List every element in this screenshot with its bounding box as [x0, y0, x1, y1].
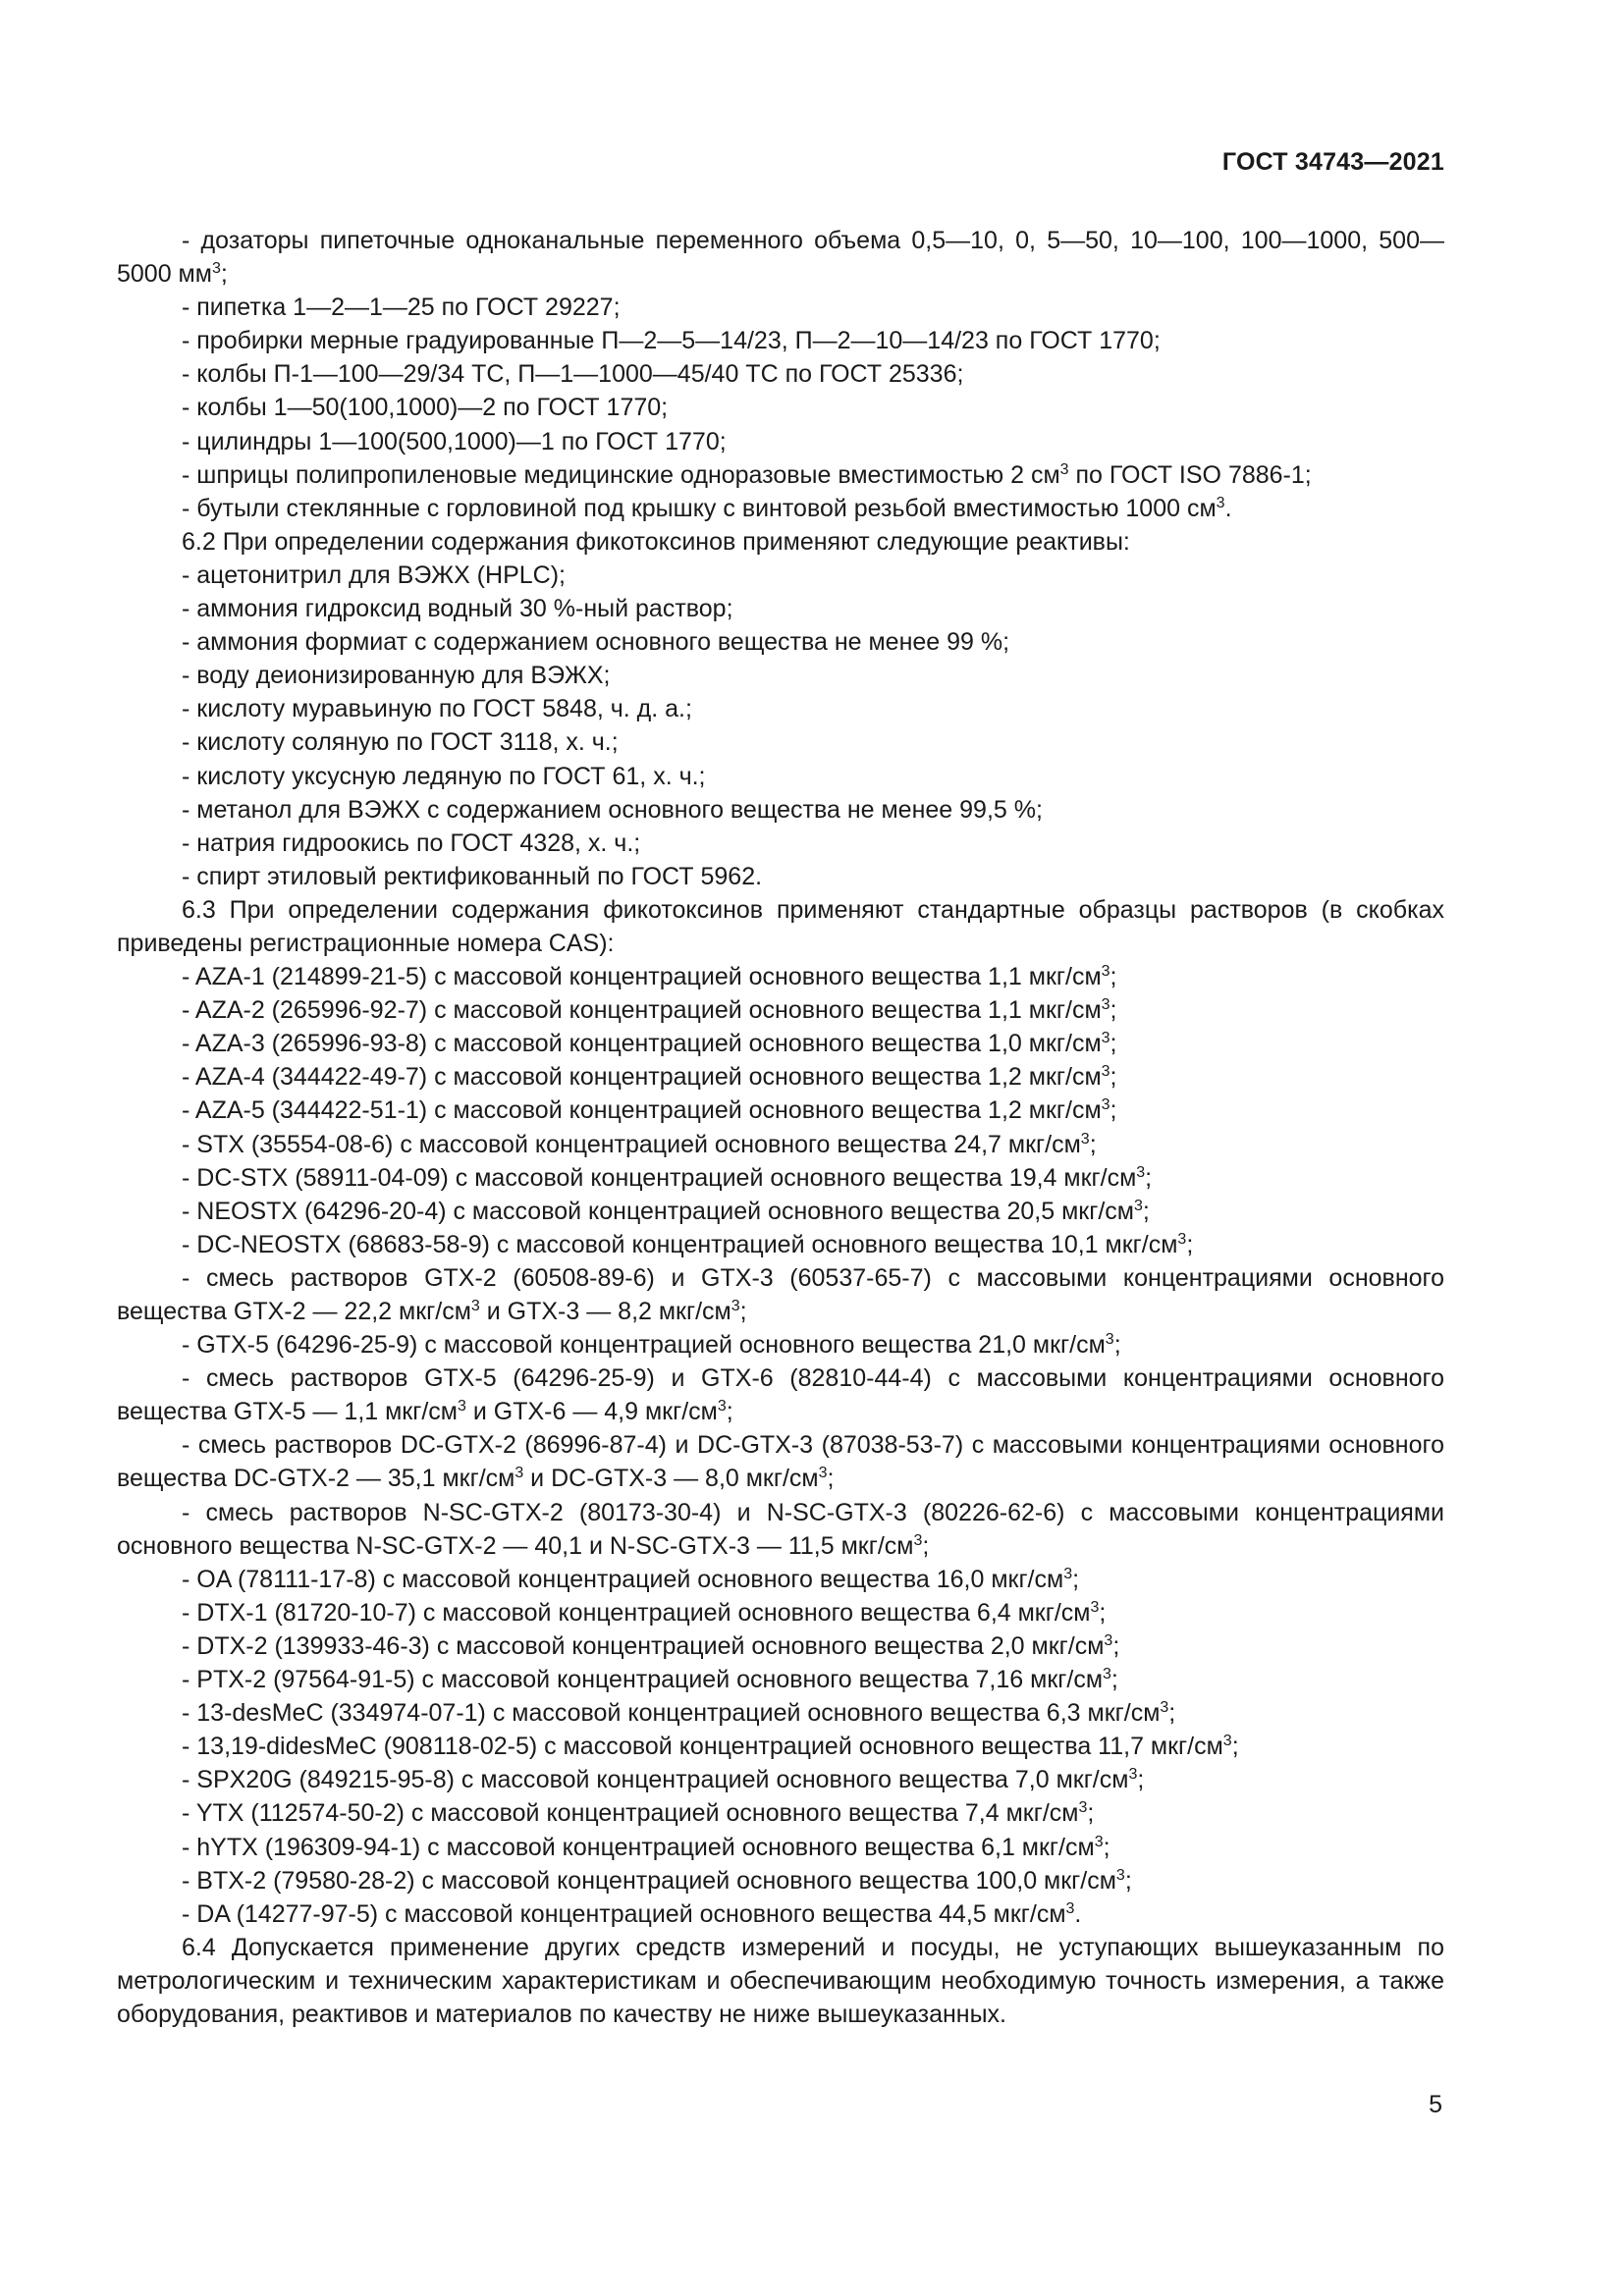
paragraph-text: - DA (14277-97-5) с массовой концентрацией основного вещества 44,5 мкг/см: [182, 1899, 1066, 1928]
paragraph: [117, 1796, 1444, 1830]
paragraph: [117, 1696, 1444, 1730]
paragraph-text: ;: [1110, 1666, 1118, 1694]
paragraph: [117, 1763, 1444, 1796]
paragraph-text: - BTX-2 (79580-28-2) с массовой концентрацией основного вещества 100,0 мкг/см: [182, 1866, 1116, 1895]
superscript: 3: [458, 1398, 466, 1415]
paragraph: [117, 1563, 1444, 1596]
superscript: 3: [211, 260, 221, 278]
paragraph-text: ;: [922, 1531, 930, 1560]
paragraph: [117, 1195, 1444, 1228]
paragraph: [117, 659, 1444, 692]
paragraph: [117, 224, 1444, 291]
paragraph: [117, 1730, 1444, 1763]
paragraph-text: - цилиндры 1—100(500,1000)—1 по ГОСТ 1770;: [182, 427, 727, 455]
paragraph-text: - аммония гидроксид водный 30 %-ный раствор;: [182, 595, 733, 623]
paragraph: [117, 592, 1444, 625]
paragraph-text: - GTX-5 (64296-25-9) с массовой концентрацией основного вещества 21,0 мкг/см: [182, 1331, 1106, 1360]
paragraph-text: ;: [1112, 1631, 1120, 1660]
paragraph-text: 6.4 Допускается применение других средств измерений и посуды, не уступающих вышеуказанным по метрологическим и техническим характеристикам и обеспечивающим необходимую точность измерения, а также оборудования, реактивов и материалов по качеству не ниже вышеуказанных.: [117, 1933, 1444, 2028]
paragraph-text: ;: [1142, 1197, 1150, 1225]
paragraph-text: - смесь растворов GTX-2 (60508-89-6) и GTX-3 (60537-65-7) с массовыми концентрациями основного вещества GTX-2 — 22,2 мкг/см: [117, 1263, 1444, 1325]
superscript: 3: [913, 1531, 923, 1549]
superscript: 3: [1101, 1063, 1110, 1081]
paragraph: [117, 625, 1444, 659]
paragraph-text: ;: [726, 1398, 733, 1426]
paragraph-text: ;: [1103, 1833, 1110, 1861]
superscript: 3: [1063, 1565, 1073, 1582]
superscript: 3: [1177, 1230, 1187, 1248]
paragraph-text: ;: [1099, 1598, 1107, 1627]
paragraph: [117, 1328, 1444, 1362]
paragraph-text: - пипетка 1—2—1—25 по ГОСТ 29227;: [182, 294, 621, 322]
paragraph-text: - натрия гидроокись по ГОСТ 4328, х. ч.;: [182, 828, 641, 857]
paragraph: [117, 860, 1444, 893]
paragraph-text: ;: [1231, 1733, 1239, 1761]
paragraph: [117, 960, 1444, 993]
page-number: 5: [1429, 2091, 1442, 2118]
paragraph: [117, 893, 1444, 960]
paragraph-text: - STX (35554-08-6) с массовой концентрацией основного вещества 24,7 мкг/см: [182, 1130, 1081, 1158]
paragraph-text: ;: [1145, 1163, 1153, 1192]
paragraph-text: - DC-STX (58911-04-09) с массовой концентрацией основного вещества 19,4 мкг/см: [182, 1163, 1137, 1192]
paragraph-text: .: [1074, 1899, 1082, 1928]
paragraph: [117, 1629, 1444, 1663]
superscript: 3: [1133, 1197, 1143, 1214]
paragraph-text: ;: [1137, 1766, 1145, 1794]
paragraph: [117, 1428, 1444, 1495]
paragraph-text: ;: [1110, 963, 1117, 991]
paragraph: [117, 1228, 1444, 1261]
paragraph-text: - hYTX (196309-94-1) с массовой концентрацией основного вещества 6,1 мкг/см: [182, 1833, 1095, 1861]
paragraph: [117, 827, 1444, 860]
paragraph-text: ;: [1110, 1096, 1117, 1125]
paragraph-text: - AZA-1 (214899-21-5) с массовой концентрацией основного вещества 1,1 мкг/см: [182, 963, 1102, 991]
paragraph-text: и GTX-3 — 8,2 мкг/см: [479, 1298, 731, 1325]
superscript: 3: [1128, 1766, 1138, 1784]
superscript: 3: [1065, 1899, 1075, 1917]
paragraph-text: ;: [1168, 1699, 1176, 1728]
paragraph-text: - NEOSTX (64296-20-4) с массовой концентрацией основного вещества 20,5 мкг/см: [182, 1197, 1134, 1225]
paragraph: [117, 1027, 1444, 1060]
paragraph-text: по ГОСТ ISO 7886-1;: [1068, 460, 1312, 489]
paragraph: [117, 559, 1444, 592]
paragraph-text: - ацетонитрил для ВЭЖХ (HPLC);: [182, 561, 566, 589]
superscript: 3: [1115, 1866, 1125, 1884]
superscript: 3: [1101, 963, 1110, 981]
paragraph-text: - кислоту уксусную ледяную по ГОСТ 61, х. ч.;: [182, 762, 706, 790]
paragraph-text: - пробирки мерные градуированные П—2—5—14/23, П—2—10—14/23 по ГОСТ 1770;: [182, 327, 1161, 355]
paragraph-text: - смесь растворов DC-GTX-2 (86996-87-4) и DC-GTX-3 (87038-53-7) с массовыми концентрациями основного вещества DC-GTX-2 — 35,1 мкг/см: [117, 1431, 1444, 1493]
paragraph: [117, 357, 1444, 391]
paragraph: [117, 525, 1444, 559]
paragraph: [117, 391, 1444, 424]
paragraph-text: ;: [1089, 1130, 1097, 1158]
paragraph-text: - DC-NEOSTX (68683-58-9) с массовой концентрацией основного вещества 10,1 мкг/см: [182, 1230, 1178, 1258]
paragraph-text: - 13-desMeC (334974-07-1) с массовой концентрацией основного вещества 6,3 мкг/см: [182, 1699, 1161, 1728]
paragraph-text: - AZA-2 (265996-92-7) с массовой концентрацией основного вещества 1,1 мкг/см: [182, 996, 1102, 1025]
superscript: 3: [1090, 1598, 1100, 1616]
superscript: 3: [514, 1465, 524, 1482]
paragraph-text: - воду деионизированную для ВЭЖХ;: [182, 662, 611, 690]
superscript: 3: [1136, 1163, 1146, 1181]
paragraph-text: - AZA-3 (265996-93-8) с массовой концентрацией основного вещества 1,0 мкг/см: [182, 1030, 1102, 1058]
paragraph-text: - AZA-5 (344422-51-1) с массовой концентрацией основного вещества 1,2 мкг/см: [182, 1096, 1102, 1125]
paragraph: [117, 458, 1444, 492]
paragraph-text: .: [1224, 494, 1232, 522]
superscript: 3: [1059, 460, 1069, 478]
paragraph: [117, 692, 1444, 725]
superscript: 3: [717, 1398, 727, 1415]
paragraph-text: ;: [1072, 1565, 1080, 1593]
superscript: 3: [1094, 1833, 1104, 1850]
paragraph: [117, 993, 1444, 1027]
paragraph-text: и DC-GTX-3 — 8,0 мкг/см: [523, 1465, 819, 1493]
paragraph-text: - колбы 1—50(100,1000)—2 по ГОСТ 1770;: [182, 394, 669, 422]
paragraph: [117, 1161, 1444, 1195]
paragraph-text: - DTX-2 (139933-46-3) с массовой концентрацией основного вещества 2,0 мкг/см: [182, 1631, 1105, 1660]
paragraph: [117, 1931, 1444, 2031]
paragraph-text: - колбы П-1—100—29/34 ТС, П—1—1000—45/40 ТС по ГОСТ 25336;: [182, 360, 964, 389]
paragraph-text: - шприцы полипропиленовые медицинские одноразовые вместимостью 2 см: [182, 460, 1060, 489]
paragraph-text: - дозаторы пипеточные одноканальные переменного объема 0,5—10, 0, 5—50, 10—100, 100—1000, 500—5000 мм: [117, 227, 1444, 289]
paragraph-text: ;: [220, 260, 228, 289]
paragraph-text: - YTX (112574-50-2) с массовой концентрацией основного вещества 7,4 мкг/см: [182, 1799, 1079, 1828]
paragraph: [117, 793, 1444, 827]
paragraph: [117, 324, 1444, 357]
paragraph-text: и GTX-6 — 4,9 мкг/см: [465, 1398, 718, 1426]
paragraph-text: ;: [827, 1465, 835, 1493]
paragraph-text: - смесь растворов GTX-5 (64296-25-9) и GTX-6 (82810-44-4) с массовыми концентрациями основного вещества GTX-5 — 1,1 мкг/см: [117, 1364, 1444, 1426]
superscript: 3: [731, 1298, 740, 1314]
standard-header: ГОСТ 34743—2021: [1221, 148, 1444, 176]
paragraph: [117, 1094, 1444, 1127]
paragraph-text: - OA (78111-17-8) с массовой концентрацией основного вещества 16,0 мкг/см: [182, 1565, 1064, 1593]
paragraph: [117, 492, 1444, 525]
superscript: 3: [1222, 1733, 1232, 1750]
paragraph: [117, 1897, 1444, 1931]
superscript: 3: [818, 1465, 828, 1482]
paragraph: [117, 1362, 1444, 1428]
paragraph-text: ;: [1113, 1331, 1121, 1360]
paragraph-text: - DTX-1 (81720-10-7) с массовой концентрацией основного вещества 6,4 мкг/см: [182, 1598, 1091, 1627]
paragraph-text: 6.3 При определении содержания фикотоксинов применяют стандартные образцы растворов (в скобках приведены регистрационные номера CAS):: [117, 895, 1444, 957]
superscript: 3: [1160, 1699, 1169, 1717]
paragraph-text: - 13,19-didesMeC (908118-02-5) с массовой концентрацией основного вещества 11,7 мкг/см: [182, 1733, 1223, 1761]
paragraph-text: - кислоту соляную по ГОСТ 3118, х. ч.;: [182, 728, 619, 757]
paragraph: [117, 1831, 1444, 1864]
paragraph-text: - SPX20G (849215-95-8) с массовой концентрацией основного вещества 7,0 мкг/см: [182, 1766, 1129, 1794]
paragraph-text: - AZA-4 (344422-49-7) с массовой концентрацией основного вещества 1,2 мкг/см: [182, 1063, 1102, 1092]
paragraph-text: 6.2 При определении содержания фикотоксинов применяют следующие реактивы:: [182, 527, 1130, 556]
paragraph-text: ;: [1110, 1063, 1117, 1092]
superscript: 3: [1104, 1631, 1113, 1649]
paragraph-text: ;: [1186, 1230, 1194, 1258]
paragraph-text: - аммония формиат с содержанием основного вещества не менее 99 %;: [182, 628, 1010, 657]
paragraph: [117, 1596, 1444, 1629]
paragraph: [117, 291, 1444, 324]
paragraph: [117, 1663, 1444, 1696]
paragraph-text: - кислоту муравьиную по ГОСТ 5848, ч. д. а.;: [182, 695, 692, 723]
paragraph-text: ;: [1124, 1866, 1132, 1895]
paragraph: [117, 1128, 1444, 1161]
superscript: 3: [1105, 1331, 1114, 1349]
document-body: [117, 224, 1444, 2031]
paragraph-text: - бутыли стеклянные с горловиной под крышку с винтовой резьбой вместимостью 1000 см: [182, 494, 1217, 522]
superscript: 3: [1103, 1666, 1111, 1683]
paragraph-text: ;: [739, 1298, 747, 1325]
paragraph-text: - спирт этиловый ректификованный по ГОСТ 5962.: [182, 862, 763, 890]
superscript: 3: [1078, 1799, 1088, 1817]
superscript: 3: [1101, 996, 1110, 1014]
paragraph: [117, 1261, 1444, 1328]
paragraph-text: ;: [1087, 1799, 1095, 1828]
paragraph-text: ;: [1110, 1030, 1117, 1058]
paragraph: [117, 1060, 1444, 1094]
superscript: 3: [1101, 1096, 1110, 1114]
paragraph-text: - метанол для ВЭЖХ с содержанием основного вещества не менее 99,5 %;: [182, 795, 1043, 824]
superscript: 3: [1216, 494, 1225, 511]
paragraph-text: - смесь растворов N-SC-GTX-2 (80173-30-4) и N-SC-GTX-3 (80226-62-6) с массовыми концентрациями основного вещества N-SC-GTX-2 — 40,1 и N-SC-GTX-3 — 11,5 мкг/см: [117, 1498, 1444, 1560]
paragraph: [117, 725, 1444, 759]
superscript: 3: [1080, 1130, 1090, 1148]
paragraph: [117, 425, 1444, 458]
superscript: 3: [1101, 1030, 1110, 1047]
paragraph: [117, 760, 1444, 793]
paragraph: [117, 1864, 1444, 1897]
superscript: 3: [470, 1298, 480, 1314]
paragraph-text: - PTX-2 (97564-91-5) с массовой концентрацией основного вещества 7,16 мкг/см: [182, 1666, 1104, 1694]
paragraph: [117, 1496, 1444, 1563]
paragraph-text: ;: [1110, 996, 1117, 1025]
